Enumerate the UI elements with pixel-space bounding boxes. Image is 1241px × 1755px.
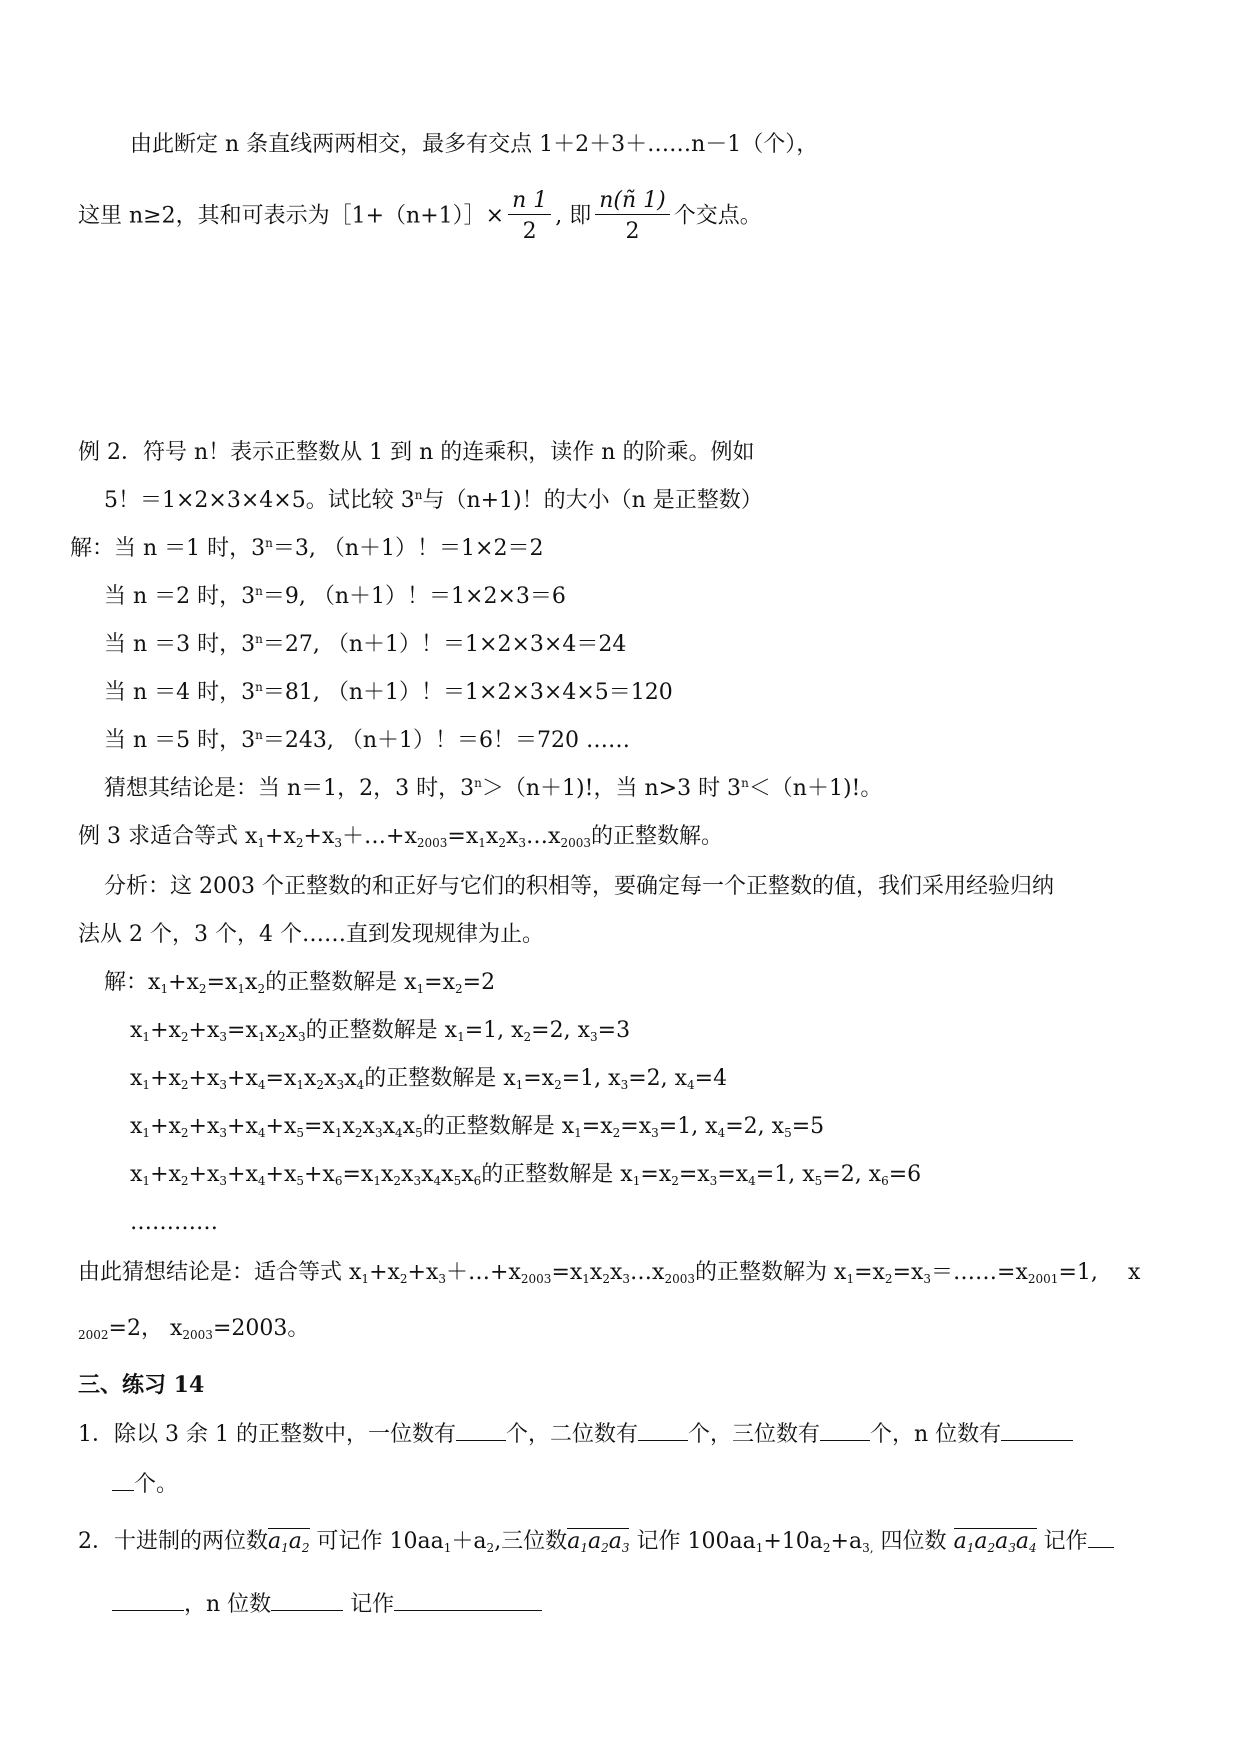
example3-title: 例 3 求适合等式 $x_1+x_2+x_3+\dots+x_{2003}=x_1x_2x_3\dots x_{2003}$的正整数解。 [78, 824, 724, 850]
example3-ellipsis: ………… [130, 1210, 218, 1235]
intersection-line2-part3: 个交点。 [673, 203, 762, 229]
answer-blank[interactable] [456, 1438, 506, 1441]
section-heading: 三、练习 14 [78, 1372, 205, 1398]
intersection-text-line2 [78, 190, 762, 243]
example2-solution-row5: 当 n ＝5 时，$3^n=243$, （n＋1）！＝6！＝720 …… [104, 728, 631, 753]
exercise-q1-line1: 1．除以 3 余 1 的正整数中，一位数有 个，二位数有 个，三位数有 个，n 位数有 [78, 1424, 1073, 1446]
exercise-q2-line2: ，n 位数 记作 [112, 1594, 542, 1616]
fraction-formula: $\frac{n(ñ 1)}{2}$ [595, 190, 670, 243]
example2-solution-row3: 当 n ＝3 时，$3^n=27$, （n＋1）！＝1×2×3×4＝24 [104, 632, 627, 657]
answer-blank[interactable] [112, 1608, 184, 1611]
digit-overline-4: $a_1a_2a_3a_4$ [953, 1529, 1037, 1555]
fraction-n-1-over-2: $\frac{n 1}{2}$ [508, 190, 551, 243]
example2-solution-row4: 当 n ＝4 时，$3^n=81$, （n＋1）！＝1×2×3×4×5＝120 [104, 680, 673, 705]
example2-title: 例 2．符号 n！表示正整数从 1 到 n 的连乘积，读作 n 的阶乘。例如 [78, 440, 755, 465]
answer-blank[interactable] [271, 1608, 343, 1611]
example3-solution-row1: 解：$x_1+x_2=x_1x_2$的正整数解是 $x_1=x_2=2$ [104, 970, 496, 996]
example3-conclusion-line2: $_{2002}$=2， $x_{2003}=2003$。 [78, 1316, 310, 1342]
digit-overline-2: $a_1a_2$ [268, 1529, 310, 1555]
intersection-line2-part2: , 即 [555, 203, 592, 229]
example3-analysis-line1: 分析：这 2003 个正整数的和正好与它们的积相等，要确定每一个正整数的值，我们采用经验归纳 [104, 874, 1054, 899]
example3-solution-row5: $x_1+x_2+x_3+x_4+x_5+x_6=x_1x_2x_3x_4x_5x_6$的正整数解是 $x_1=x_2=x_3=x_4=1$, $x_5=2$, $x_6=6$ [130, 1162, 922, 1188]
intersection-line2-part1: 这里 n≥2，其和可表示为［1+（n+1）］× [78, 203, 505, 229]
example2-conjecture: 猜想其结论是：当 n＝1，2，3 时，$3^n>(n+1)$!，当 n>3 时 $3^n<(n+1)$!。 [104, 776, 883, 801]
answer-blank[interactable] [394, 1608, 542, 1611]
answer-blank[interactable] [1088, 1545, 1114, 1548]
exercise-q2-line1: 2．十进制的两位数$a_1a_2$ 可记作 $10aa_1+a_2$,三位数$a_1a_2a_3$ 记作 $100aa_1+10a_2+a_{3,}$ 四位数 $a_1a_2a_3a_4$ 记作 [78, 1528, 1114, 1553]
example3-solution-row4: $x_1+x_2+x_3+x_4+x_5=x_1x_2x_3x_4x_5$的正整数解是 $x_1=x_2=x_3=1$, $x_4=2$, $x_5=5$ [130, 1114, 825, 1140]
example2-solution-row1: 解：当 n ＝1 时，$3^n=3$, （n＋1）！＝1×2＝2 [70, 536, 544, 561]
answer-blank[interactable] [638, 1438, 688, 1441]
answer-blank[interactable] [1001, 1438, 1073, 1441]
example3-conclusion-x: x [1128, 1260, 1141, 1285]
exercise-q1-line2: 个。 [112, 1474, 178, 1496]
example2-solution-row2: 当 n ＝2 时，$3^n=9$, （n＋1）！＝1×2×3＝6 [104, 584, 566, 609]
example3-solution-row2: $x_1+x_2+x_3=x_1x_2x_3$的正整数解是 $x_1=1$, $x_2=2$, $x_3=3$ [130, 1018, 631, 1044]
example2-line2: 5！＝1×2×3×4×5。试比较 3$^n$与（n+1)！的大小（n 是正整数） [104, 488, 763, 513]
example3-solution-row3: $x_1+x_2+x_3+x_4=x_1x_2x_3x_4$的正整数解是 $x_1=x_2=1$, $x_3=2$, $x_4=4$ [130, 1066, 728, 1092]
example3-analysis-line2: 法从 2 个，3 个，4 个……直到发现规律为止。 [78, 922, 544, 947]
digit-overline-3: $a_1a_2a_3$ [567, 1529, 630, 1555]
answer-blank[interactable] [112, 1488, 134, 1491]
example3-conclusion-line1: 由此猜想结论是：适合等式 $x_1+x_2+x_3+\dots+x_{2003}=x_1x_2x_3\dots x_{2003}$的正整数解为 $x_1=x_2=x_3=\dots\dots=x_{2001}=1$, [78, 1260, 1098, 1286]
intersection-text-line1: 由此断定 n 条直线两两相交，最多有交点 1＋2＋3＋……n－1（个）， [130, 132, 819, 157]
answer-blank[interactable] [820, 1438, 870, 1441]
